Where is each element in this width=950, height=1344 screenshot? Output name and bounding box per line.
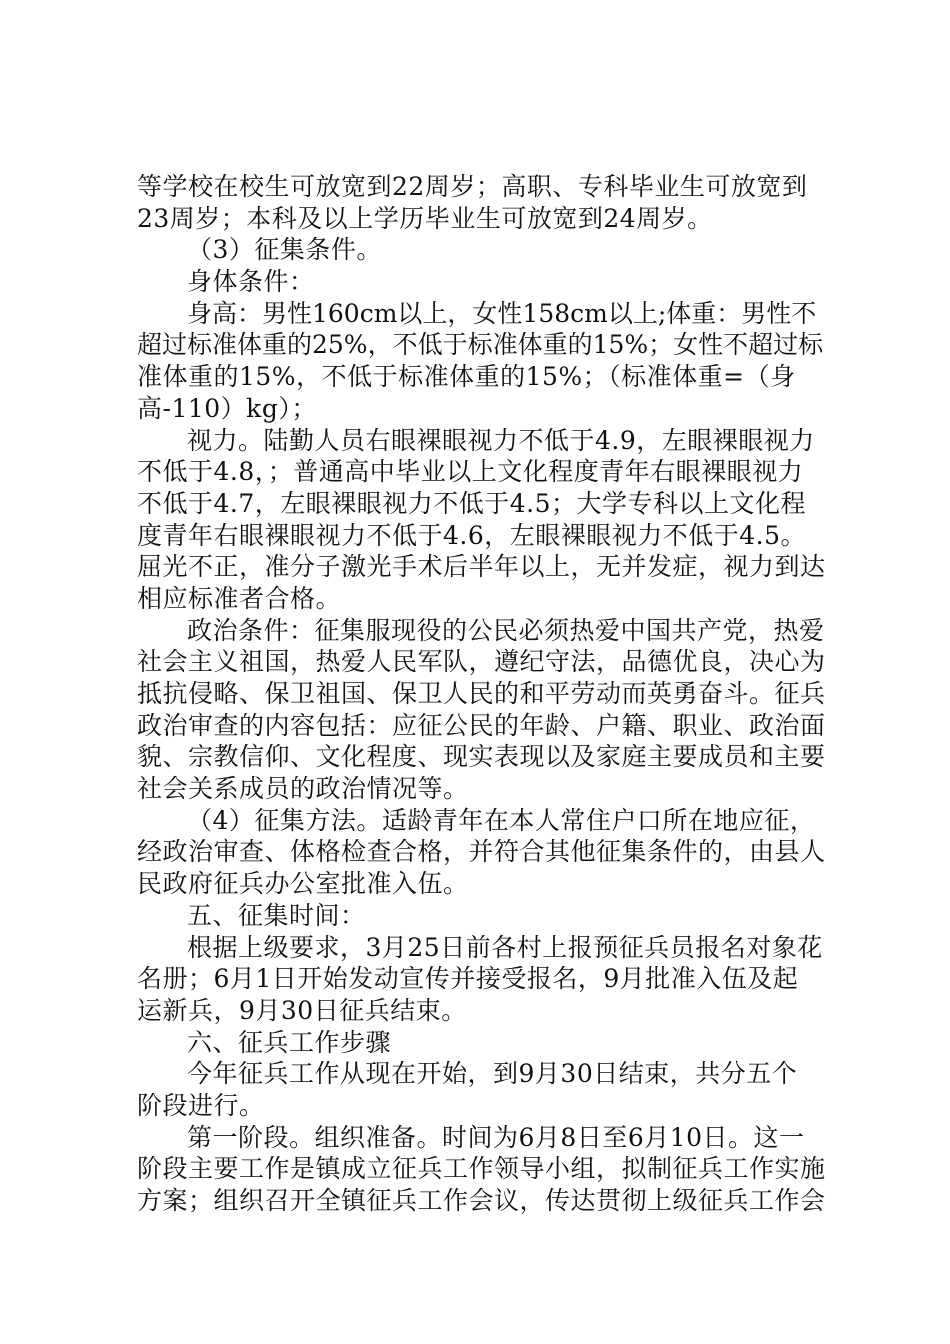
text-line: 不低于4.8，；普通高中毕业以上文化程度青年右眼裸眼视力 — [137, 457, 804, 487]
text-line: 身高：男性160cm以上，女性158cm以上;体重：男性不 — [187, 298, 817, 328]
text-line: （3）征集条件。 — [187, 235, 382, 265]
text-line: 名册；6月1日开始发动宣传并接受报名，9月批准入伍及起 — [137, 964, 799, 994]
text-line: 社会关系成员的政治情况等。 — [137, 774, 469, 804]
document-body — [137, 171, 827, 1217]
text-line: 五、征集时间： — [187, 900, 366, 930]
text-line: （4）征集方法。适龄青年在本人常住户口所在地应征， — [187, 805, 816, 835]
text-line: 身体条件： — [187, 267, 315, 297]
text-line: 政治条件：征集服现役的公民必须热爱中国共产党，热爱 — [187, 615, 825, 645]
text-line: 等学校在校生可放宽到22周岁；高职、专科毕业生可放宽到 — [137, 172, 808, 201]
text-line: 第一阶段。组织准备。时间为6月8日至6月10日。这一 — [187, 1122, 805, 1152]
text-line: 准体重的15%，不低于标准体重的15%；（标准体重=（身 — [137, 362, 796, 392]
text-line: 不低于4.7，左眼裸眼视力不低于4.5；大学专科以上文化程 — [137, 488, 807, 518]
text-line: 民政府征兵办公室批准入伍。 — [137, 869, 469, 899]
text-line: 方案；组织召开全镇征兵工作会议，传达贯彻上级征兵工作会 — [137, 1186, 826, 1215]
text-line: 屈光不正，准分子激光手术后半年以上，无并发症，视力到达 — [137, 552, 826, 582]
text-line: 六、征兵工作步骤 — [187, 1027, 392, 1057]
text-line: 貌、宗教信仰、文化程度、现实表现以及家庭主要成员和主要 — [137, 742, 826, 772]
text-line: 阶段进行。 — [137, 1090, 265, 1120]
text-line: 超过标准体重的25%，不低于标准体重的15%；女性不超过标 — [137, 330, 824, 360]
text-line: 视力。陆勤人员右眼裸眼视力不低于4.9，左眼裸眼视力 — [187, 425, 815, 455]
text-line: 23周岁；本科及以上学历毕业生可放宽到24周岁。 — [137, 203, 713, 233]
text-line: 经政治审查、体格检查合格，并符合其他征集条件的，由县人 — [137, 837, 826, 867]
text-line: 运新兵，9月30日征兵结束。 — [137, 995, 467, 1025]
text-line: 社会主义祖国，热爱人民军队，遵纪守法，品德优良，决心为 — [137, 647, 826, 677]
text-line: 度青年右眼裸眼视力不低于4.6，左眼裸眼视力不低于4.5。 — [137, 520, 807, 550]
text-line: 高-110）kg）； — [137, 393, 317, 423]
text-line: 政治审查的内容包括：应征公民的年龄、户籍、职业、政治面 — [137, 710, 826, 740]
text-line: 今年征兵工作从现在开始，到9月30日结束，共分五个 — [187, 1059, 798, 1089]
text-line: 根据上级要求，3月25日前各村上报预征兵员报名对象花 — [187, 932, 823, 962]
text-line: 相应标准者合格。 — [137, 583, 342, 613]
text-line: 抵抗侵略、保卫祖国、保卫人民的和平劳动而英勇奋斗。征兵 — [137, 679, 826, 708]
text-line: 阶段主要工作是镇成立征兵工作领导小组，拟制征兵工作实施 — [137, 1154, 826, 1184]
